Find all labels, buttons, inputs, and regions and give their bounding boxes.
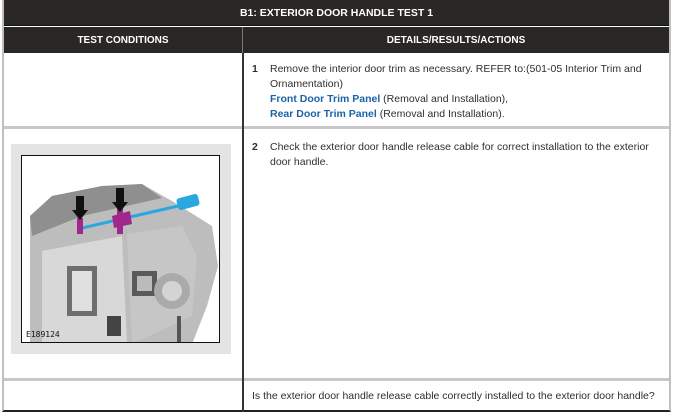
step-number: 2 [252, 141, 258, 153]
figure-label: E189124 [26, 330, 60, 339]
door-handle-illustration [21, 155, 220, 343]
question-text: Is the exterior door handle release cable correctly installed to the exterior door handle? [252, 390, 655, 402]
step-1-text: Remove the interior door trim as necessary. REFER to:(501-05 Interior Trim and Ornamentation) [270, 63, 642, 90]
column-header-row [4, 27, 669, 53]
column-header-test-conditions: TEST CONDITIONS [4, 27, 243, 53]
question-row [4, 381, 669, 412]
link-suffix: (Removal and Installation). [376, 108, 505, 120]
step-row-1 [4, 53, 669, 129]
column-header-details: DETAILS/RESULTS/ACTIONS [386, 34, 526, 46]
step-number: 1 [252, 63, 258, 75]
step-2-details [252, 140, 659, 170]
door-handle-drawing-icon [22, 156, 220, 343]
column-divider [242, 53, 244, 412]
link-suffix: (Removal and Installation), [380, 93, 509, 105]
front-door-trim-panel-link[interactable]: Front Door Trim Panel [270, 93, 381, 105]
table-title: B1: EXTERIOR DOOR HANDLE TEST 1 [4, 0, 669, 26]
step-2-text: Check the exterior door handle release cable for correct installation to the exterior door handle. [270, 141, 649, 168]
step-1-details [252, 62, 659, 122]
rear-door-trim-panel-link[interactable]: Rear Door Trim Panel [270, 108, 377, 120]
